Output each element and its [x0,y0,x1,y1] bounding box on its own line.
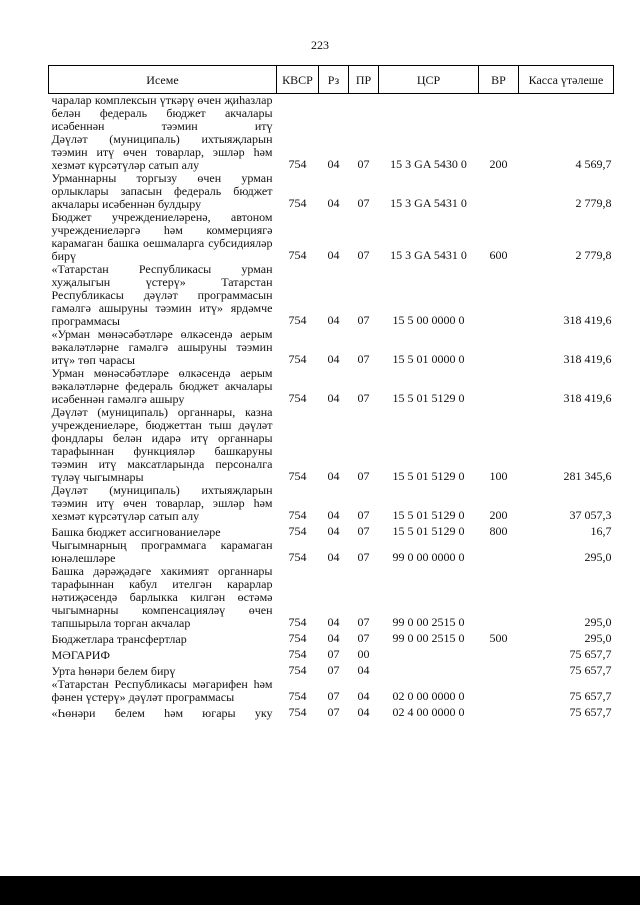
row-name: Бюджетлара трансфертлар [51,632,187,646]
row-csr: 15 5 00 0000 0 [392,313,465,327]
row-name: чаралар комплексын үткәрү өчен җиһазлар белән федераль бюджет акчалары исәбеннән тәэмин итү [51,93,273,133]
row-vr [479,94,519,134]
row-rz: 04 [327,157,340,171]
table-row [49,406,614,484]
row-kvsr: 754 [288,508,307,522]
row-csr: 02 4 00 0000 0 [392,705,465,719]
row-kvsr: 754 [288,647,307,661]
row-kvsr: 754 [288,248,307,262]
table-body [49,94,614,721]
row-pr: 07 [357,508,370,522]
row-csr: 99 0 00 2515 0 [392,631,465,645]
row-name: Урманнарны торгызу өчен урман орлыклары запасын федераль бюджет акчалары исәбеннән булдыру [51,171,273,211]
row-rz: 04 [327,313,340,327]
row-amount: 295,0 [584,550,612,564]
row-rz: 04 [327,391,340,405]
row-csr [379,662,479,678]
row-csr: 02 0 00 0000 0 [392,689,465,703]
table-row [49,94,614,134]
row-amount: 2 779,8 [575,248,612,262]
row-kvsr: 754 [288,689,307,703]
row-csr: 15 3 GA 5430 0 [390,157,467,171]
row-csr: 15 5 01 5129 0 [392,524,465,538]
row-name: Дәүләт (муниципаль) органнары, казна учреждениеләре, бюджеттан тыш дәүләт фондлары белән идарә итү органнары тарафыннан функцияләр башкаруны тәэмин итү максатларында персоналга түләү чыгымнары [51,405,273,484]
table-row [49,565,614,630]
row-vr [479,662,519,678]
row-rz: 04 [327,615,340,629]
header-csr: ЦСР [379,66,479,94]
row-amount: 318 419,6 [563,352,612,366]
row-pr: 00 [357,647,370,661]
row-csr: 99 0 00 2515 0 [392,615,465,629]
row-name: Урта һөнәри белем бирү [51,664,176,678]
row-amount: 318 419,6 [563,313,612,327]
row-amount: 37 057,3 [569,508,612,522]
table-header [49,66,614,94]
header-pr: ПР [349,66,379,94]
row-pr: 07 [357,524,370,538]
row-kvsr: 754 [288,157,307,171]
row-kvsr: 754 [288,550,307,564]
row-name: Дәүләт (муниципаль) ихтыяҗларын тәэмин итү өчен товарлар, эшләр һәм хезмәт күрсәтүләр сатып алу [51,132,273,172]
row-rz: 07 [327,689,340,703]
row-csr [379,646,479,662]
row-csr [379,94,479,134]
row-csr: 15 5 01 5129 0 [392,469,465,483]
row-vr: 200 [489,157,508,171]
row-kvsr: 754 [288,705,307,719]
table-row [49,523,614,539]
row-kvsr: 754 [288,631,307,645]
row-pr: 07 [357,313,370,327]
table-row [49,263,614,328]
scan-bottom-border [0,876,640,905]
row-rz: 04 [327,524,340,538]
table-row [49,662,614,678]
row-name: Чыгымнарның программага карамаган юнәлешләре [51,538,273,565]
row-name: Башка бюджет ассигнованиеләре [51,525,221,539]
header-vr: ВР [479,66,519,94]
row-kvsr: 754 [288,352,307,366]
row-pr: 07 [357,391,370,405]
header-kvsr: КВСР [277,66,319,94]
row-pr: 04 [357,689,370,703]
table-row [49,367,614,406]
budget-table [48,65,614,720]
row-name: Урман мөнәсәбәтләре өлкәсендә аерым вәкаләтләрне федераль бюджет акчалары исәбеннән гамәлгә ашыру [51,366,273,406]
row-vr [479,172,519,211]
row-vr [479,678,519,704]
row-name: Бюджет учреждениеләренә, автоном учреждениеләргә һәм коммерциягә карамаган башка оешмаларга субсидияләр бирү [51,210,273,263]
row-amount: 2 779,8 [575,196,612,210]
row-name: «Урман мөнәсәбәтләре өлкәсендә аерым вәкаләтләрне гамәлгә ашыруны тәэмин итү» төп чарасы [51,327,273,367]
table-row [49,328,614,367]
row-vr: 200 [489,508,508,522]
row-amount: 75 657,7 [569,705,612,719]
row-vr [479,367,519,406]
budget-table-container [48,65,613,720]
row-name: Дәүләт (муниципаль) ихтыяҗларын тәэмин итү өчен товарлар, эшләр һәм хезмәт күрсәтүләр сатып алу [51,483,273,523]
row-rz: 04 [327,508,340,522]
header-kassa: Касса үтәлеше [519,66,614,94]
row-pr: 04 [357,663,370,677]
row-amount: 318 419,6 [563,391,612,405]
table-row [49,211,614,263]
table-row [49,704,614,720]
row-kvsr: 754 [288,391,307,405]
row-rz: 04 [327,248,340,262]
row-amount: 281 345,6 [563,469,612,483]
row-amount: 75 657,7 [569,647,612,661]
row-pr: 07 [357,615,370,629]
row-kvsr [277,94,319,134]
row-rz: 07 [327,705,340,719]
row-csr: 15 5 01 5129 0 [392,508,465,522]
row-rz: 04 [327,352,340,366]
row-amount: 16,7 [590,524,612,538]
row-kvsr: 754 [288,524,307,538]
row-amount: 295,0 [584,615,612,629]
row-vr: 600 [489,248,508,262]
row-rz: 07 [327,647,340,661]
row-vr [479,646,519,662]
row-csr: 15 5 01 0000 0 [392,352,465,366]
row-pr: 07 [357,631,370,645]
row-csr: 15 3 GA 5431 0 [390,196,467,210]
row-pr: 07 [357,157,370,171]
row-name: «Татарстан Республикасы урман хуҗалыгын үстерү» Татарстан Республикасы дәүләт программасын гамәлгә ашыруны тәэмин итү» ярдәмче программасы [51,262,273,328]
row-kvsr: 754 [288,615,307,629]
row-vr [479,539,519,565]
row-csr: 99 0 00 0000 0 [392,550,465,564]
header-name: Исеме [49,66,277,94]
row-csr: 15 5 01 5129 0 [392,391,465,405]
row-rz [319,94,349,134]
row-kvsr: 754 [288,196,307,210]
row-kvsr: 754 [288,663,307,677]
row-vr: 800 [489,524,508,538]
row-vr [479,704,519,720]
row-vr [479,328,519,367]
row-amount: 75 657,7 [569,663,612,677]
row-pr: 07 [357,550,370,564]
row-rz: 04 [327,550,340,564]
row-vr: 500 [489,631,508,645]
row-pr: 07 [357,352,370,366]
row-amount [519,94,614,134]
row-kvsr: 754 [288,469,307,483]
row-name: МӘГАРИФ [51,648,110,662]
row-rz: 04 [327,469,340,483]
table-row [49,484,614,523]
row-pr: 04 [357,705,370,719]
row-pr: 07 [357,248,370,262]
row-pr: 07 [357,196,370,210]
row-rz: 07 [327,663,340,677]
row-vr [479,565,519,630]
header-rz: Рз [319,66,349,94]
row-amount: 4 569,7 [575,157,612,171]
row-pr [349,94,379,134]
table-row [49,172,614,211]
row-name: «Татарстан Республикасы мәгарифен һәм фәнен үстерү» дәүләт программасы [51,677,273,704]
row-name: «Һөнәри белем һәм югары уку [51,706,273,720]
row-pr: 07 [357,469,370,483]
row-amount: 295,0 [584,631,612,645]
row-rz: 04 [327,631,340,645]
table-row [49,678,614,704]
row-name: Башка дәрәҗәдәге хакимият органнары тарафыннан кабул ителгән карарлар нәтиҗәсендә барлыкка килгән өстәмә чыгымнарны компенсацияләү өчен тапшырыла торган акчалар [51,564,273,630]
page-number: 223 [311,38,329,52]
row-csr: 15 3 GA 5431 0 [390,248,467,262]
table-row [49,539,614,565]
row-rz: 04 [327,196,340,210]
row-vr: 100 [489,469,508,483]
table-row [49,646,614,662]
row-kvsr: 754 [288,313,307,327]
row-vr [479,263,519,328]
table-row [49,630,614,646]
table-row [49,133,614,172]
row-amount: 75 657,7 [569,689,612,703]
